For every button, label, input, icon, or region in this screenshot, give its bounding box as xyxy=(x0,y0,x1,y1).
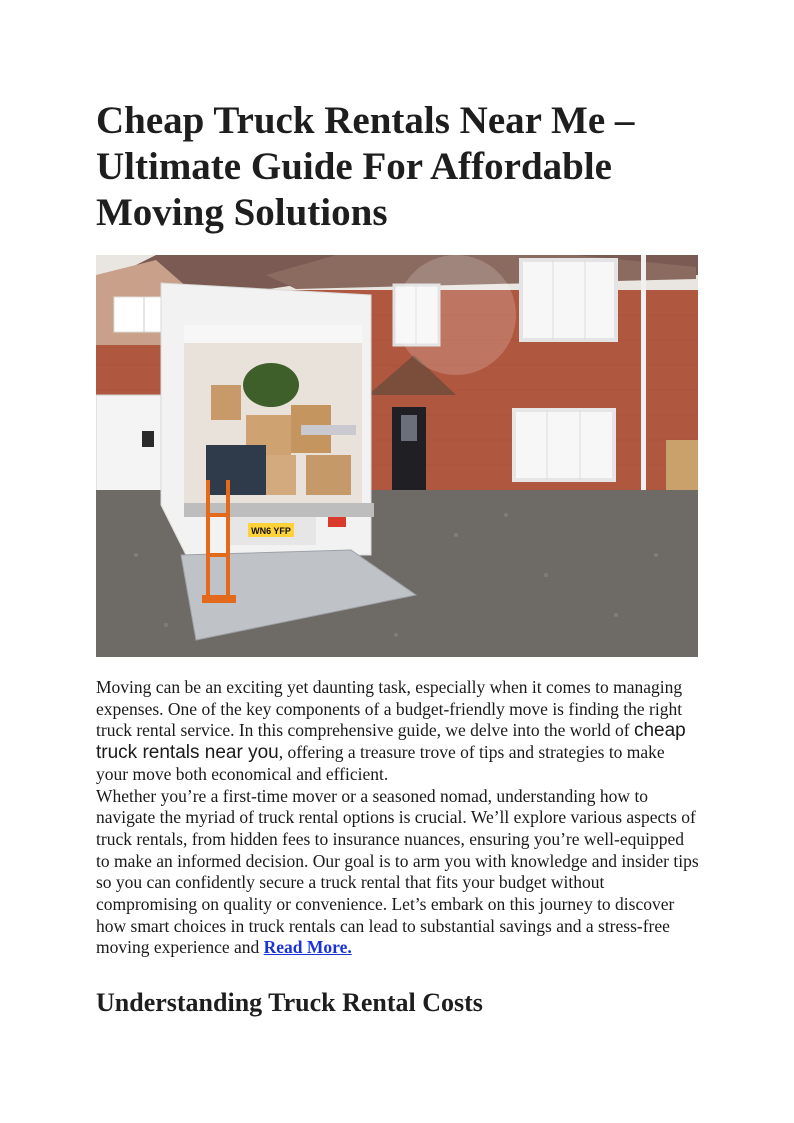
article-title xyxy=(96,98,700,236)
second-paragraph-text: Whether you’re a first-time mover or a seasoned nomad, understanding how to navigate the myriad of truck rental options is crucial. We’ll explore various aspects of truck rentals, from hidden fees to insurance nuances, ensuring you’re well-equipped to make an informed decision. Our goal is to arm you with knowledge and insider tips so you can confidently secure a truck rental that fits your budget without compromising on quality or convenience. Let’s embark on this journey to discover how smart choices in truck rentals can lead to substantial savings and a stress-free moving experience and xyxy=(96,785,699,958)
article-body xyxy=(96,677,700,959)
intro-text-end: , offering a treasure trove of tips and strategies to make your move both economical and efficient. xyxy=(96,742,665,784)
section-heading: Understanding Truck Rental Costs xyxy=(96,988,483,1017)
title-line-3: Moving Solutions xyxy=(96,191,388,234)
keyword-highlight: cheap truck rentals near you xyxy=(96,720,686,764)
second-paragraph xyxy=(96,786,700,960)
title-line-1: Cheap Truck Rentals Near Me – xyxy=(96,99,635,142)
intro-text-start: Moving can be an exciting yet daunting task, especially when it comes to managing expenses. One of the key components of a budget-friendly move is finding the right truck rental service. In this comprehensive guide, we delve into the world of xyxy=(96,677,683,741)
license-plate: WN6 YFP xyxy=(251,526,291,536)
title-line-2: Ultimate Guide For Affordable xyxy=(96,145,612,188)
read-more-link[interactable]: Read More. xyxy=(263,937,352,958)
intro-paragraph xyxy=(96,677,700,786)
hero-image-moving-truck xyxy=(96,255,698,657)
